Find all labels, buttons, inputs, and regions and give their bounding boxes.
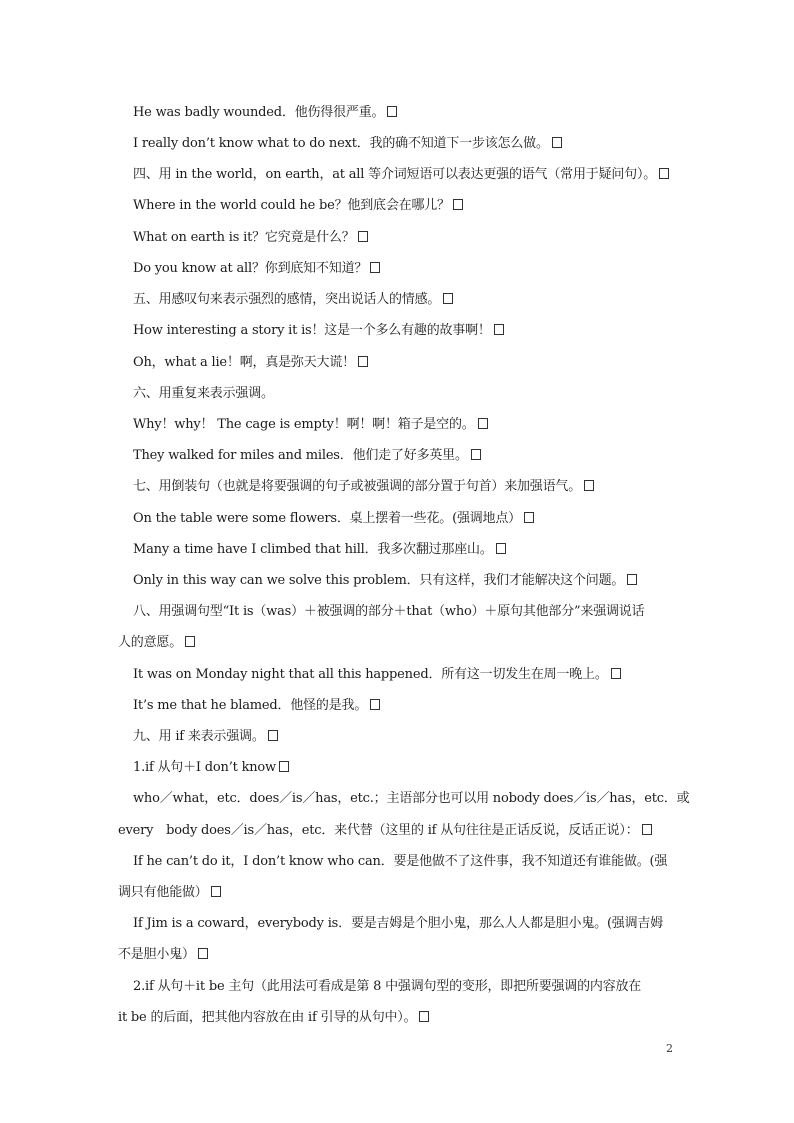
line-text: every body does／is／has，etc．来代替（这里的 if 从句往往是正话反说，反话正说）：: [118, 823, 639, 838]
line-text: 调只有他能做）: [118, 885, 208, 900]
line-text: 1.if 从句＋I don’t know: [133, 760, 276, 775]
paragraph-mark-icon: [642, 824, 652, 835]
paragraph-mark-icon: [358, 231, 368, 242]
text-line: [133, 572, 693, 590]
section-heading: [133, 478, 693, 496]
line-text: 人的意愿。: [118, 635, 183, 650]
paragraph-mark-icon: [584, 480, 594, 491]
paragraph-mark-icon: [370, 262, 380, 273]
line-text: 四、用 in the world，on earth，at all 等介词短语可以表达更强的语气（常用于疑问句）。: [133, 167, 657, 182]
line-text: Do you know at all？你到底知不知道？: [133, 261, 368, 276]
text-line: [133, 416, 693, 434]
text-line: [133, 447, 693, 465]
text-line: [133, 104, 693, 122]
text-line: [118, 946, 678, 964]
paragraph-mark-icon: [279, 761, 289, 772]
line-text: If Jim is a coward，everybody is．要是吉姆是个胆小鬼，那么人人都是胆小鬼。(强调吉姆: [133, 916, 664, 931]
text-line: [133, 790, 693, 808]
line-text: I really don’t know what to do next．我的确不知道下一步该怎么做。: [133, 136, 549, 151]
line-text: Oh，what a lie！啊，真是弥天大谎！: [133, 355, 355, 370]
line-text: He was badly wounded．他伤得很严重。: [133, 105, 385, 120]
paragraph-mark-icon: [358, 356, 368, 367]
paragraph-mark-icon: [471, 449, 481, 460]
text-line: [133, 197, 693, 215]
paragraph-mark-icon: [211, 886, 221, 897]
paragraph-mark-icon: [370, 699, 380, 710]
line-text: 不是胆小鬼）: [118, 947, 195, 962]
text-line: [133, 135, 693, 153]
section-heading: [133, 166, 693, 184]
paragraph-mark-icon: [496, 543, 506, 554]
text-line: [133, 853, 693, 871]
text-line: [133, 978, 693, 996]
line-text: What on earth is it？它究竟是什么？: [133, 230, 355, 245]
line-text: Where in the world could he be？他到底会在哪儿？: [133, 198, 450, 213]
paragraph-mark-icon: [611, 668, 621, 679]
paragraph-mark-icon: [419, 1011, 429, 1022]
paragraph-mark-icon: [387, 106, 397, 117]
paragraph-mark-icon: [453, 199, 463, 210]
paragraph-mark-icon: [185, 636, 195, 647]
line-text: It’s me that he blamed．他怪的是我。: [133, 698, 368, 713]
text-line: [133, 666, 693, 684]
line-text: Why！why！ The cage is empty！啊！啊！箱子是空的。: [133, 417, 475, 432]
paragraph-mark-icon: [478, 418, 488, 429]
line-text: 六、用重复来表示强调。: [133, 386, 274, 401]
section-heading: [133, 291, 693, 309]
line-text: How interesting a story it is！这是一个多么有趣的故事啊！: [133, 323, 491, 338]
text-line: [118, 822, 678, 840]
paragraph-mark-icon: [268, 730, 278, 741]
line-text: It was on Monday night that all this happened．所有这一切发生在周一晚上。: [133, 667, 608, 682]
text-line: [118, 1009, 678, 1027]
paragraph-mark-icon: [198, 948, 208, 959]
line-text: 八、用强调句型“It is（was）＋被强调的部分＋that（who）＋原句其他部分”来强调说话: [133, 604, 645, 619]
line-text: it be 的后面，把其他内容放在由 if 引导的从句中）。: [118, 1010, 417, 1025]
section-heading: [133, 385, 693, 403]
line-text: If he can’t do it，I don’t know who can．要是他做不了这件事，我不知道还有谁能做。(强: [133, 854, 668, 869]
text-line: [118, 884, 678, 902]
page-number: 2: [666, 1042, 673, 1055]
text-line: [133, 697, 693, 715]
paragraph-mark-icon: [524, 512, 534, 523]
text-line: [133, 354, 693, 372]
paragraph-mark-icon: [494, 324, 504, 335]
section-heading: [133, 603, 678, 621]
line-text: who／what，etc．does／is／has，etc.；主语部分也可以用 nobody does／is／has，etc．或: [133, 791, 690, 806]
line-text: 九、用 if 来表示强调。: [133, 729, 265, 744]
paragraph-mark-icon: [627, 574, 637, 585]
text-line: [133, 759, 693, 777]
paragraph-mark-icon: [552, 137, 562, 148]
text-line: [133, 260, 693, 278]
line-text: They walked for miles and miles．他们走了好多英里。: [133, 448, 468, 463]
line-text: Many a time have I climbed that hill．我多次翻过那座山。: [133, 542, 493, 557]
line-text: 2.if 从句＋it be 主句（此用法可看成是第 8 中强调句型的变形，即把所要强调的内容放在: [133, 979, 642, 994]
text-line: [133, 229, 693, 247]
text-line: [133, 915, 693, 933]
line-text: 五、用感叹句来表示强烈的感情，突出说话人的情感。: [133, 292, 441, 307]
text-line: [118, 634, 678, 652]
line-text: 七、用倒装句（也就是将要强调的句子或被强调的部分置于句首）来加强语气。: [133, 479, 582, 494]
text-line: [133, 510, 693, 528]
section-heading: [133, 728, 693, 746]
line-text: Only in this way can we solve this problem．只有这样，我们才能解决这个问题。: [133, 573, 625, 588]
text-line: [133, 322, 693, 340]
paragraph-mark-icon: [443, 293, 453, 304]
paragraph-mark-icon: [659, 168, 669, 179]
text-line: [133, 541, 693, 559]
line-text: On the table were some flowers．桌上摆着一些花。(强调地点）: [133, 511, 521, 526]
